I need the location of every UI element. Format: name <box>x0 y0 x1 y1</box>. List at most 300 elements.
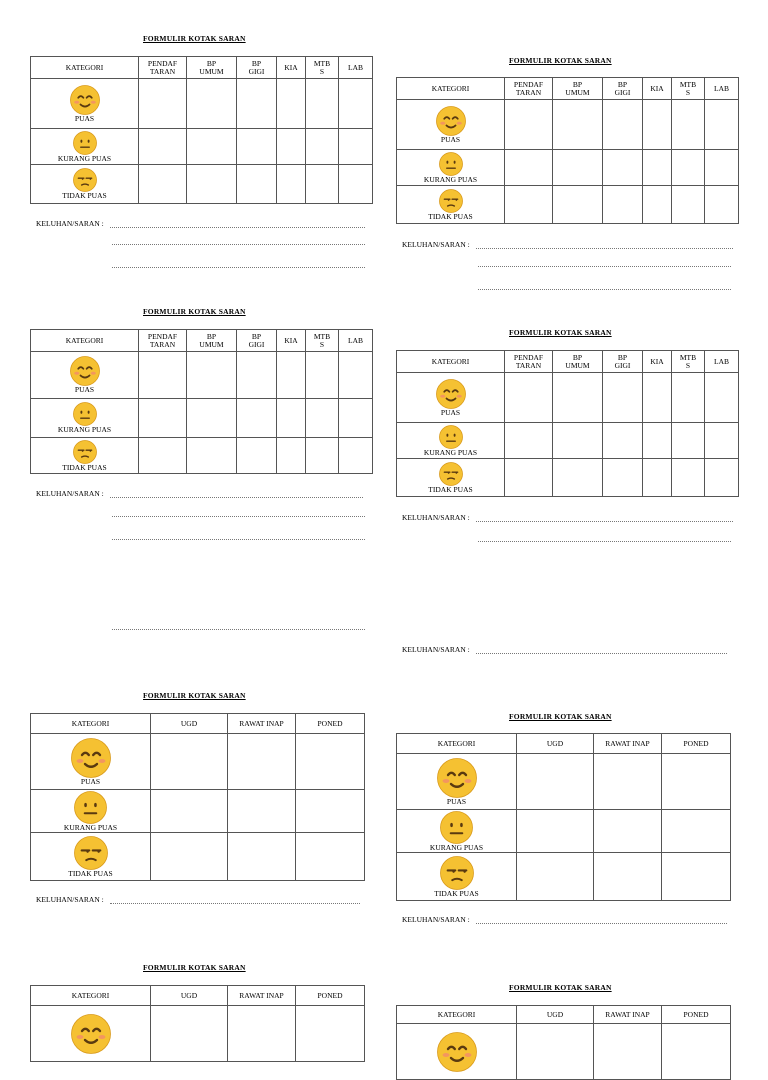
suggestion-table <box>396 350 739 497</box>
category-cell <box>397 1024 517 1080</box>
column-header <box>505 78 553 100</box>
column-header-line: KIA <box>284 62 298 72</box>
keluhan-input-line[interactable] <box>476 653 727 654</box>
table-row <box>31 1006 365 1062</box>
column-header-line: KATEGORI <box>65 335 104 345</box>
rating-cell[interactable] <box>603 423 643 459</box>
column-header-line: BP <box>206 58 217 68</box>
column-header-line: PENDAF <box>147 331 178 341</box>
table-row <box>397 810 731 853</box>
rating-cell[interactable] <box>187 165 237 204</box>
category-label: PUAS <box>74 113 95 123</box>
column-header <box>306 57 339 79</box>
category-cell <box>397 373 505 423</box>
column-header: UGD <box>517 734 594 754</box>
rating-cell[interactable] <box>228 790 296 833</box>
rating-cell[interactable] <box>553 373 603 423</box>
column-header-line: LAB <box>714 83 729 93</box>
rating-cell[interactable] <box>705 459 739 497</box>
rating-cell[interactable] <box>339 165 373 204</box>
column-header-line: KATEGORI <box>65 62 104 72</box>
category-label: KURANG PUAS <box>429 842 484 852</box>
column-header: KATEGORI <box>31 714 151 734</box>
rating-cell[interactable] <box>151 833 228 881</box>
neutral-face-icon <box>73 131 97 155</box>
rating-cell[interactable] <box>505 100 553 150</box>
rating-cell[interactable] <box>306 79 339 129</box>
column-header <box>705 78 739 100</box>
column-header: KATEGORI <box>31 986 151 1006</box>
rating-cell[interactable] <box>662 754 731 810</box>
rating-cell[interactable] <box>237 129 277 165</box>
rating-cell[interactable] <box>705 423 739 459</box>
rating-cell[interactable] <box>237 352 277 399</box>
column-header <box>187 330 237 352</box>
rating-cell[interactable] <box>187 79 237 129</box>
neutral-face-icon <box>440 811 473 844</box>
column-header-line: LAB <box>348 62 363 72</box>
rating-cell[interactable] <box>594 853 662 901</box>
rating-cell[interactable] <box>306 438 339 474</box>
column-header <box>277 330 306 352</box>
column-header <box>31 330 139 352</box>
table-header-row <box>397 1006 731 1024</box>
column-header-line: S <box>685 87 691 97</box>
form-title: FORMULIR KOTAK SARAN <box>509 56 612 65</box>
rating-cell[interactable] <box>277 399 306 438</box>
rating-cell[interactable] <box>228 833 296 881</box>
rating-cell[interactable] <box>505 459 553 497</box>
category-label: KURANG PUAS <box>63 822 118 832</box>
column-header-line: S <box>685 360 691 370</box>
column-header-line: UMUM <box>199 66 224 76</box>
column-header-line: BP <box>617 352 628 362</box>
keluhan-input-line[interactable] <box>112 539 365 540</box>
table-row <box>31 165 373 204</box>
column-header-line: GIGI <box>614 87 631 97</box>
category-cell <box>31 399 139 438</box>
column-header-line: KIA <box>284 335 298 345</box>
rating-cell[interactable] <box>339 129 373 165</box>
column-header-line: UMUM <box>565 360 590 370</box>
column-header: PONED <box>662 1006 731 1024</box>
rating-cell[interactable] <box>277 438 306 474</box>
column-header-line: TARAN <box>149 339 176 349</box>
column-header: RAWAT INAP <box>594 1006 662 1024</box>
column-header <box>277 57 306 79</box>
rating-cell[interactable] <box>662 1024 731 1080</box>
column-header <box>672 351 705 373</box>
column-header <box>31 57 139 79</box>
rating-cell[interactable] <box>139 79 187 129</box>
rating-cell[interactable] <box>705 100 739 150</box>
table-row <box>397 754 731 810</box>
rating-cell[interactable] <box>603 150 643 186</box>
rating-cell[interactable] <box>139 129 187 165</box>
unamused-face-icon <box>440 856 474 890</box>
column-header-line: MTB <box>679 352 697 362</box>
column-header <box>237 330 277 352</box>
column-header <box>139 57 187 79</box>
suggestion-table <box>30 713 365 881</box>
rating-cell[interactable] <box>643 373 672 423</box>
column-header-line: GIGI <box>248 66 265 76</box>
keluhan-input-line[interactable] <box>476 248 733 249</box>
rating-cell[interactable] <box>553 423 603 459</box>
rating-cell[interactable] <box>662 810 731 853</box>
keluhan-input-line[interactable] <box>112 244 365 245</box>
column-header: UGD <box>151 714 228 734</box>
rating-cell[interactable] <box>517 853 594 901</box>
table-row <box>31 833 365 881</box>
category-label: TIDAK PUAS <box>62 462 107 472</box>
category-cell <box>31 438 139 474</box>
rating-cell[interactable] <box>553 459 603 497</box>
keluhan-label: KELUHAN/SARAN : <box>36 895 104 904</box>
column-header: PONED <box>296 986 365 1006</box>
category-label: TIDAK PUAS <box>62 191 107 200</box>
category-cell <box>397 186 505 224</box>
form-title: FORMULIR KOTAK SARAN <box>143 691 246 700</box>
keluhan-label: KELUHAN/SARAN : <box>36 219 104 228</box>
rating-cell[interactable] <box>643 423 672 459</box>
table-header-row <box>31 714 365 734</box>
rating-cell[interactable] <box>339 438 373 474</box>
column-header-line: KIA <box>650 356 664 366</box>
category-label: KURANG PUAS <box>57 153 112 163</box>
table-row <box>31 129 373 165</box>
column-header-line: BP <box>206 331 217 341</box>
table-row <box>397 100 739 150</box>
rating-cell[interactable] <box>237 79 277 129</box>
column-header <box>603 351 643 373</box>
rating-cell[interactable] <box>151 734 228 790</box>
rating-cell[interactable] <box>553 186 603 224</box>
category-label: PUAS <box>440 134 461 144</box>
column-header-line: UMUM <box>199 339 224 349</box>
keluhan-label: KELUHAN/SARAN : <box>402 915 470 924</box>
keluhan-input-line[interactable] <box>476 521 733 522</box>
table-header-row <box>397 351 739 373</box>
smiling-face-icon <box>437 758 477 798</box>
rating-cell[interactable] <box>139 165 187 204</box>
column-header <box>553 78 603 100</box>
category-label: KURANG PUAS <box>423 447 478 457</box>
column-header <box>643 78 672 100</box>
column-header-line: PENDAF <box>513 352 544 362</box>
table-header-row <box>31 986 365 1006</box>
rating-cell[interactable] <box>339 352 373 399</box>
keluhan-label: KELUHAN/SARAN : <box>402 645 470 654</box>
rating-cell[interactable] <box>643 100 672 150</box>
rating-cell[interactable] <box>594 754 662 810</box>
rating-cell[interactable] <box>228 734 296 790</box>
form-title: FORMULIR KOTAK SARAN <box>143 963 246 972</box>
table-row <box>31 352 373 399</box>
keluhan-label: KELUHAN/SARAN : <box>402 240 470 249</box>
rating-cell[interactable] <box>517 810 594 853</box>
column-header <box>672 78 705 100</box>
column-header-line: LAB <box>348 335 363 345</box>
rating-cell[interactable] <box>187 352 237 399</box>
column-header-line: PENDAF <box>513 79 544 89</box>
keluhan-label: KELUHAN/SARAN : <box>402 513 470 522</box>
rating-cell[interactable] <box>672 423 705 459</box>
category-cell <box>31 129 139 165</box>
category-cell <box>397 100 505 150</box>
suggestion-table <box>396 1005 731 1080</box>
column-header <box>553 351 603 373</box>
column-header-line: GIGI <box>614 360 631 370</box>
rating-cell[interactable] <box>505 423 553 459</box>
table-row <box>397 459 739 497</box>
rating-cell[interactable] <box>139 399 187 438</box>
rating-cell[interactable] <box>237 165 277 204</box>
rating-cell[interactable] <box>277 165 306 204</box>
category-cell <box>31 79 139 129</box>
keluhan-input-line[interactable] <box>110 227 365 228</box>
column-header-line: BP <box>617 79 628 89</box>
table-row <box>397 1024 731 1080</box>
form-title: FORMULIR KOTAK SARAN <box>143 34 246 43</box>
column-header <box>187 57 237 79</box>
column-header <box>339 330 373 352</box>
unamused-face-icon <box>73 440 97 464</box>
table-row <box>397 150 739 186</box>
column-header: KATEGORI <box>397 1006 517 1024</box>
rating-cell[interactable] <box>296 734 365 790</box>
rating-cell[interactable] <box>277 352 306 399</box>
column-header-line: BP <box>251 58 262 68</box>
rating-cell[interactable] <box>151 1006 228 1062</box>
column-header-line: MTB <box>679 79 697 89</box>
column-header-line: MTB <box>313 331 331 341</box>
rating-cell[interactable] <box>705 186 739 224</box>
category-cell <box>31 734 151 790</box>
rating-cell[interactable] <box>643 459 672 497</box>
table-row <box>397 853 731 901</box>
category-label: TIDAK PUAS <box>428 211 473 221</box>
category-label: PUAS <box>80 776 101 786</box>
smiling-face-icon <box>71 1014 111 1054</box>
keluhan-input-line[interactable] <box>112 629 365 630</box>
rating-cell[interactable] <box>672 186 705 224</box>
category-cell <box>397 810 517 853</box>
category-cell <box>31 352 139 399</box>
form-title: FORMULIR KOTAK SARAN <box>509 712 612 721</box>
column-header-line: KATEGORI <box>431 356 470 366</box>
rating-cell[interactable] <box>296 833 365 881</box>
column-header-line: BP <box>251 331 262 341</box>
column-header-line: S <box>319 66 325 76</box>
category-label: PUAS <box>440 407 461 417</box>
form-title: FORMULIR KOTAK SARAN <box>509 328 612 337</box>
category-label: KURANG PUAS <box>423 174 478 184</box>
table-row <box>31 790 365 833</box>
rating-cell[interactable] <box>517 754 594 810</box>
table-row <box>31 79 373 129</box>
rating-cell[interactable] <box>603 373 643 423</box>
table-header-row <box>31 57 373 79</box>
rating-cell[interactable] <box>139 438 187 474</box>
keluhan-input-line[interactable] <box>478 266 731 267</box>
rating-cell[interactable] <box>643 186 672 224</box>
column-header-line: BP <box>572 352 583 362</box>
rating-cell[interactable] <box>306 399 339 438</box>
column-header: KATEGORI <box>397 734 517 754</box>
column-header <box>339 57 373 79</box>
form-title: FORMULIR KOTAK SARAN <box>509 983 612 992</box>
rating-cell[interactable] <box>237 399 277 438</box>
rating-cell[interactable] <box>705 150 739 186</box>
rating-cell[interactable] <box>339 399 373 438</box>
rating-cell[interactable] <box>672 150 705 186</box>
keluhan-input-line[interactable] <box>476 923 727 924</box>
rating-cell[interactable] <box>237 438 277 474</box>
unamused-face-icon <box>73 168 97 192</box>
rating-cell[interactable] <box>296 790 365 833</box>
form-title: FORMULIR KOTAK SARAN <box>143 307 246 316</box>
keluhan-input-line[interactable] <box>110 497 363 498</box>
rating-cell[interactable] <box>228 1006 296 1062</box>
column-header <box>705 351 739 373</box>
rating-cell[interactable] <box>705 373 739 423</box>
keluhan-input-line[interactable] <box>478 541 731 542</box>
column-header <box>643 351 672 373</box>
unamused-face-icon <box>74 836 108 870</box>
column-header-line: GIGI <box>248 339 265 349</box>
rating-cell[interactable] <box>505 373 553 423</box>
column-header <box>237 57 277 79</box>
rating-cell[interactable] <box>139 352 187 399</box>
category-label: PUAS <box>74 385 95 394</box>
rating-cell[interactable] <box>603 186 643 224</box>
neutral-face-icon <box>74 791 107 824</box>
unamused-face-icon <box>439 189 463 213</box>
smiling-face-icon <box>70 85 100 115</box>
column-header: RAWAT INAP <box>228 714 296 734</box>
keluhan-input-line[interactable] <box>110 903 360 904</box>
rating-cell[interactable] <box>672 100 705 150</box>
column-header: RAWAT INAP <box>594 734 662 754</box>
category-cell <box>397 459 505 497</box>
category-label: TIDAK PUAS <box>428 484 473 494</box>
smiling-face-icon <box>436 106 466 136</box>
category-cell <box>397 853 517 901</box>
rating-cell[interactable] <box>643 150 672 186</box>
smiling-face-icon <box>71 738 111 778</box>
rating-cell[interactable] <box>187 129 237 165</box>
column-header-line: LAB <box>714 356 729 366</box>
column-header: PONED <box>662 734 731 754</box>
category-cell <box>397 423 505 459</box>
column-header: PONED <box>296 714 365 734</box>
column-header <box>139 330 187 352</box>
column-header <box>505 351 553 373</box>
suggestion-table <box>30 56 373 204</box>
unamused-face-icon <box>439 462 463 486</box>
column-header-line: TARAN <box>515 87 542 97</box>
rating-cell[interactable] <box>277 79 306 129</box>
column-header-line: PENDAF <box>147 58 178 68</box>
rating-cell[interactable] <box>553 100 603 150</box>
smiling-face-icon <box>437 1032 477 1072</box>
keluhan-input-line[interactable] <box>478 289 731 290</box>
smiling-face-icon <box>436 379 466 409</box>
rating-cell[interactable] <box>505 186 553 224</box>
table-header-row <box>31 330 373 352</box>
smiling-face-icon <box>70 356 100 386</box>
category-cell <box>31 790 151 833</box>
neutral-face-icon <box>439 425 463 449</box>
table-row <box>31 734 365 790</box>
keluhan-input-line[interactable] <box>112 516 365 517</box>
category-label: TIDAK PUAS <box>434 888 479 898</box>
category-cell <box>397 150 505 186</box>
keluhan-label: KELUHAN/SARAN : <box>36 489 104 498</box>
category-cell <box>31 1006 151 1062</box>
column-header-line: S <box>319 339 325 349</box>
rating-cell[interactable] <box>306 129 339 165</box>
table-header-row <box>397 78 739 100</box>
rating-cell[interactable] <box>187 438 237 474</box>
column-header-line: MTB <box>313 58 331 68</box>
rating-cell[interactable] <box>517 1024 594 1080</box>
column-header: UGD <box>151 986 228 1006</box>
rating-cell[interactable] <box>151 790 228 833</box>
category-label: PUAS <box>446 796 467 806</box>
rating-cell[interactable] <box>672 373 705 423</box>
rating-cell[interactable] <box>594 810 662 853</box>
table-row <box>31 399 373 438</box>
rating-cell[interactable] <box>277 129 306 165</box>
column-header-line: TARAN <box>515 360 542 370</box>
rating-cell[interactable] <box>187 399 237 438</box>
suggestion-table <box>30 329 373 474</box>
table-header-row <box>397 734 731 754</box>
rating-cell[interactable] <box>603 459 643 497</box>
column-header <box>603 78 643 100</box>
rating-cell[interactable] <box>553 150 603 186</box>
column-header-line: KATEGORI <box>431 83 470 93</box>
rating-cell[interactable] <box>296 1006 365 1062</box>
rating-cell[interactable] <box>672 459 705 497</box>
rating-cell[interactable] <box>603 100 643 150</box>
column-header-line: KIA <box>650 83 664 93</box>
suggestion-table <box>396 733 731 901</box>
column-header <box>306 330 339 352</box>
category-label: TIDAK PUAS <box>68 868 113 878</box>
rating-cell[interactable] <box>306 165 339 204</box>
category-cell <box>31 833 151 881</box>
table-row <box>397 423 739 459</box>
category-label: KURANG PUAS <box>57 425 112 434</box>
rating-cell[interactable] <box>662 853 731 901</box>
column-header: RAWAT INAP <box>228 986 296 1006</box>
rating-cell[interactable] <box>505 150 553 186</box>
neutral-face-icon <box>439 152 463 176</box>
category-cell <box>397 754 517 810</box>
column-header: UGD <box>517 1006 594 1024</box>
rating-cell[interactable] <box>306 352 339 399</box>
rating-cell[interactable] <box>339 79 373 129</box>
column-header <box>397 78 505 100</box>
column-header-line: BP <box>572 79 583 89</box>
column-header <box>397 351 505 373</box>
keluhan-input-line[interactable] <box>112 267 365 268</box>
column-header-line: UMUM <box>565 87 590 97</box>
rating-cell[interactable] <box>594 1024 662 1080</box>
